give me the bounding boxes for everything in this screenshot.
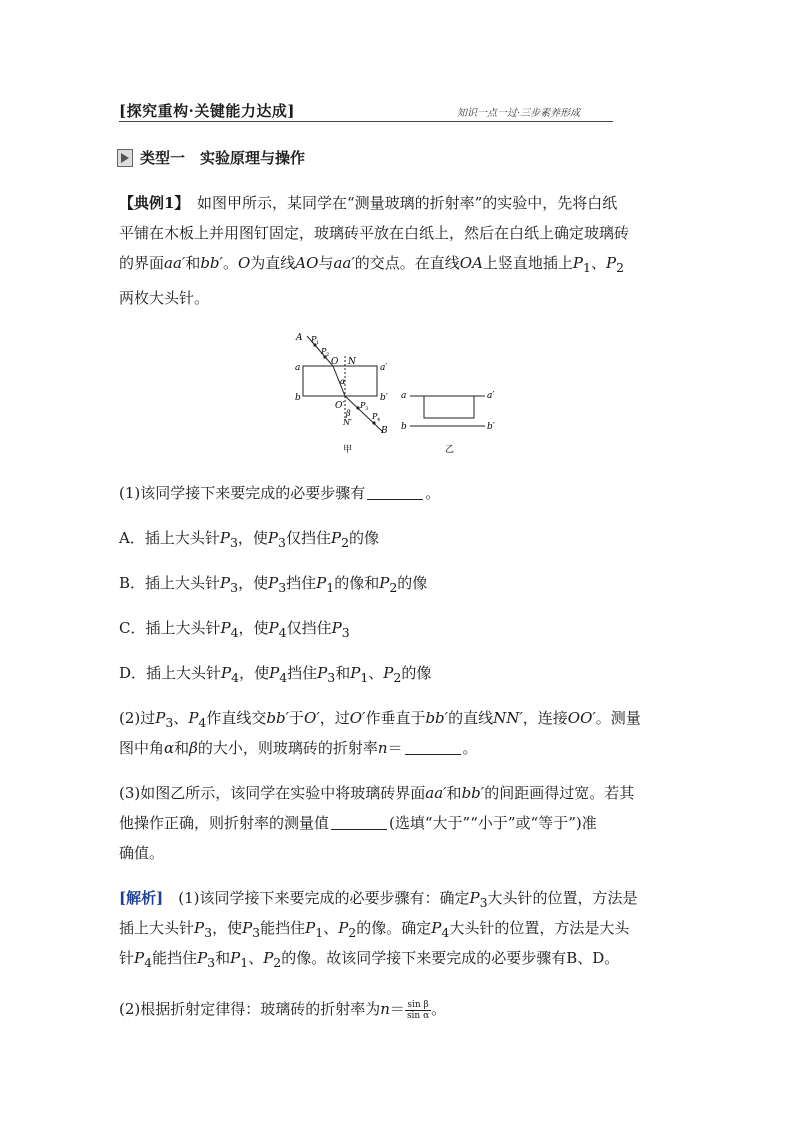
question-2-line-2: 图中角α和β的大小，则玻璃砖的折射率n＝ 。	[119, 739, 478, 757]
example-tag: 【典例1】	[119, 194, 182, 212]
section-header-subtitle: 知识一点一过·三步素养形成	[457, 108, 581, 119]
svg-text:4: 4	[377, 417, 381, 423]
analysis-tag: [解析]	[119, 889, 164, 907]
svg-text:α: α	[340, 377, 346, 386]
svg-text:P: P	[372, 412, 378, 421]
caption-yi: 乙	[445, 445, 455, 455]
answer-blank-2	[405, 740, 461, 755]
example-text-3: 的界面aa′和bb′。O为直线AO与aa′的交点。在直线OA上竖直地插上$P_1$、$P_2$	[119, 254, 625, 275]
answer-blank-1	[367, 485, 423, 500]
question-1: (1)该同学接下来要完成的必要步骤有 。	[119, 484, 441, 502]
caption-jia: 甲	[343, 445, 353, 455]
option-B: B．插上大头针$P_3$，使$P_3$挡住$P_1$的像和$P_2$的像	[119, 574, 428, 595]
header-divider	[119, 121, 613, 122]
svg-text:a: a	[295, 363, 301, 373]
svg-text:b: b	[401, 422, 407, 432]
svg-text:P: P	[321, 347, 327, 356]
svg-text:b′: b′	[487, 422, 495, 432]
svg-text:b′: b′	[380, 393, 388, 403]
refractive-index-fraction: $\frac{\text{sin β}}{\text{sin α}}$	[406, 999, 430, 1021]
play-triangle-icon	[117, 149, 133, 167]
svg-text:P: P	[311, 335, 317, 344]
svg-text:P: P	[360, 401, 366, 410]
svg-text:a′: a′	[380, 363, 388, 373]
example-paragraph	[119, 188, 679, 313]
label-A: A	[296, 333, 303, 343]
analysis-line-4: (2)根据折射定律得：玻璃砖的折射率为n＝ $\frac{\text{sin β}}{\text{sin α}}$ 。	[119, 999, 447, 1021]
question-3-line-2: 他操作正确，则折射率的测量值 (选填“大于”“小于”或“等于”)准	[119, 814, 597, 832]
svg-text:a′: a′	[487, 391, 495, 401]
svg-text:a: a	[401, 391, 407, 401]
svg-text:B: B	[381, 426, 388, 436]
svg-text:β: β	[346, 409, 351, 418]
question-2-line-1: (2)过$P_3$、$P_4$作直线交bb′于O′，过O′作垂直于bb′的直线NN′，连接OO′。测量	[119, 709, 641, 730]
label-O: O	[331, 357, 339, 367]
svg-text:O′: O′	[335, 401, 345, 411]
svg-text:1: 1	[316, 340, 320, 346]
svg-text:3: 3	[365, 406, 369, 412]
example-text-4: 两枚大头针。	[119, 289, 210, 307]
svg-text:N′: N′	[343, 418, 352, 427]
question-3-line-1: (3)如图乙所示，该同学在实验中将玻璃砖界面aa′和bb′的间距画得过宽。若其	[119, 784, 635, 802]
example-text-2: 平铺在木板上并用图钉固定，玻璃砖平放在白纸上，然后在白纸上确定玻璃砖	[119, 224, 630, 242]
analysis-line-2: 插上大头针$P_3$，使$P_3$能挡住$P_1$、$P_2$的像。确定$P_4$大头针的位置，方法是大头	[119, 919, 630, 940]
section-header-title: [探究重构·关键能力达成]	[119, 102, 295, 120]
svg-text:2: 2	[326, 352, 330, 358]
glass-block-b	[424, 396, 474, 418]
option-A: A．插上大头针$P_3$，使$P_3$仅挡住$P_2$的像	[119, 529, 380, 550]
answer-blank-3	[331, 815, 387, 830]
option-C: C．插上大头针$P_4$，使$P_4$仅挡住$P_3$	[119, 619, 350, 640]
analysis-line-1: [解析] (1)该同学接下来要完成的必要步骤有：确定$P_3$大头针的位置，方法是	[119, 889, 638, 910]
example-text-1: 如图甲所示，某同学在“测量玻璃的折射率”的实验中，先将白纸	[196, 194, 618, 212]
svg-text:b: b	[295, 393, 301, 403]
analysis-line-3: 针$P_4$能挡住$P_3$和$P_1$、$P_2$的像。故该同学接下来要完成的必要步骤有B、D。	[119, 949, 620, 970]
question-3-line-3: 确值。	[119, 844, 165, 862]
figure-diagram	[285, 328, 515, 458]
label-N: N	[348, 357, 356, 367]
section-title: 类型一 实验原理与操作	[140, 149, 306, 167]
option-D: D．插上大头针$P_4$，使$P_4$挡住$P_3$和$P_1$、$P_2$的像	[119, 664, 432, 685]
